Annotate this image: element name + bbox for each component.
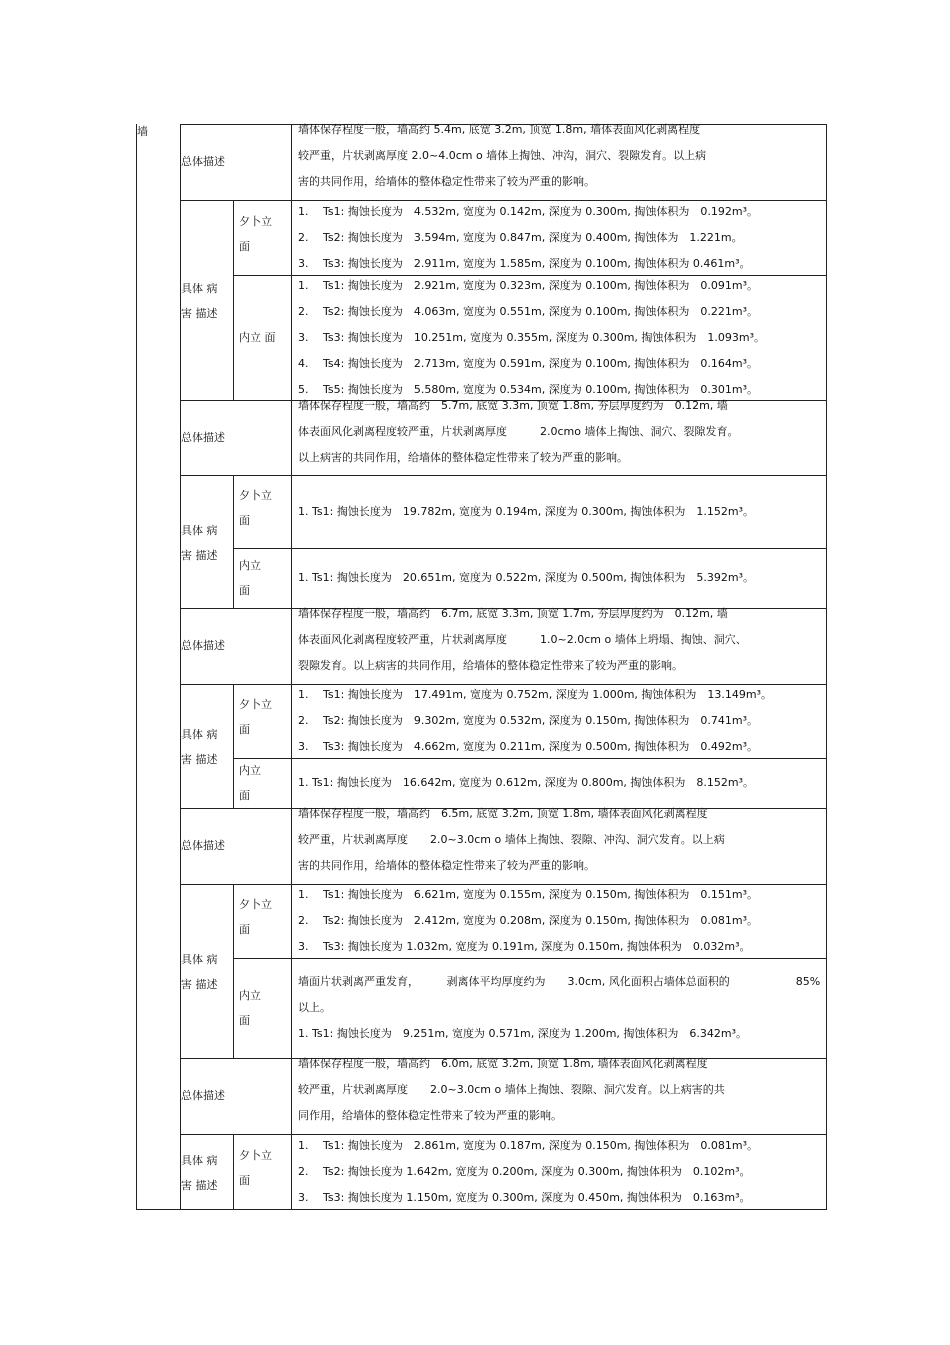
outer-facade-label: 面 (239, 239, 250, 253)
outer-facade-label: 面 (239, 923, 250, 936)
overall-label: 总体描述 (181, 155, 225, 168)
outer-facade-label: 面 (239, 1173, 250, 1187)
outer-damage-line: 2. Ts2: 掏蚀长度为 1.642m, 宽度为 0.200m, 深度为 0.300m, 掏蚀体积为 0.102m³。 (298, 1164, 751, 1178)
outer-damage-line: 1. Ts1: 掏蚀长度为 6.621m, 宽度为 0.155m, 深度为 0.150m, 掏蚀体积为 0.151m³。 (298, 888, 759, 901)
specific-damage-label: 具体 病 (181, 728, 218, 741)
overall-description-line: 体表面风化剥离程度较严重，片状剥离厚度 2.0cmo 墙体上掏蚀、洞穴、裂隙发育。 (298, 425, 739, 438)
inner-facade-label: 面 (239, 1014, 250, 1027)
detail-divider (291, 1134, 292, 1209)
overall-description-line: 害的共同作用，给墙体的整体稳定性带来了较为严重的影响。 (298, 175, 595, 188)
specific-damage-label: 害 描述 (181, 978, 218, 991)
outer-damage-line: 1. Ts1: 掏蚀长度为 2.861m, 宽度为 0.187m, 深度为 0.150m, 掏蚀体积为 0.081m³。 (298, 1138, 759, 1152)
table-right-border (826, 124, 827, 1209)
detail-divider (291, 684, 292, 808)
inner-facade-label: 内立 (239, 764, 261, 777)
overall-description-line: 墙体保存程度一般，墙高约 5.7m, 底宽 3.3m, 顶宽 1.8m, 夯层厚度约为 0.12m, 墙 (298, 399, 728, 412)
outer-damage-line: 3. Ts3: 掏蚀长度为 1.150m, 宽度为 0.300m, 深度为 0.450m, 掏蚀体积为 0.163m³。 (298, 1190, 751, 1204)
specific-damage-label: 害 描述 (181, 1178, 218, 1192)
table-left-border (136, 124, 137, 1209)
outer-facade-label: 夕卜立 (239, 898, 272, 911)
inner-damage-line: 1. Ts1: 掏蚀长度为 20.651m, 宽度为 0.522m, 深度为 0.500m, 掏蚀体积为 5.392m³。 (298, 571, 755, 584)
inner-damage-line: 1. Ts1: 掏蚀长度为 16.642m, 宽度为 0.612m, 深度为 0.800m, 掏蚀体积为 8.152m³。 (298, 776, 755, 789)
facade-divider (233, 1134, 234, 1209)
inner-facade-label: 内立 面 (239, 331, 276, 344)
inner-damage-line: 墙面片状剥离严重发育， 剥离体平均厚度约为 3.0cm, 风化面积占墙体总面积的 85% (298, 975, 821, 988)
inner-damage-line: 1. Ts1: 掏蚀长度为 2.921m, 宽度为 0.323m, 深度为 0.100m, 掏蚀体积为 0.091m³。 (298, 278, 759, 292)
specific-damage-label: 害 描述 (181, 307, 218, 320)
outer-damage-line: 1. Ts1: 掏蚀长度为 17.491m, 宽度为 0.752m, 深度为 1.000m, 掏蚀体积为 13.149m³。 (298, 688, 773, 701)
inner-facade-label: 内立 (239, 989, 261, 1002)
inner-damage-line: 1. Ts1: 掏蚀长度为 9.251m, 宽度为 0.571m, 深度为 1.200m, 掏蚀体积为 6.342m³。 (298, 1027, 748, 1040)
overall-description-line: 墙体保存程度一般，墙高约 5.4m, 底宽 3.2m, 顶宽 1.8m, 墙体表面风化剥离程度 (298, 123, 701, 136)
row-divider (180, 475, 827, 476)
inner-facade-label: 内立 (239, 559, 261, 572)
overall-label: 总体描述 (181, 639, 225, 652)
wall-label: 墙 (137, 125, 148, 138)
overall-label: 总体描述 (181, 1089, 225, 1102)
overall-description-line: 较严重，片状剥离厚度 2.0~3.0cm o 墙体上掏蚀、裂隙、冲沟、洞穴发育。以上病 (298, 833, 725, 846)
outer-facade-label: 面 (239, 723, 250, 736)
overall-divider (291, 400, 292, 475)
outer-damage-line: 1. Ts1: 掏蚀长度为 19.782m, 宽度为 0.194m, 深度为 0.300m, 掏蚀体积为 1.152m³。 (298, 504, 755, 518)
overall-divider (291, 1058, 292, 1134)
specific-damage-label: 具体 病 (181, 282, 218, 295)
facade-divider (233, 884, 234, 1058)
outer-damage-line: 3. Ts3: 掏蚀长度为 1.032m, 宽度为 0.191m, 深度为 0.150m, 掏蚀体积为 0.032m³。 (298, 940, 751, 953)
facade-divider (233, 475, 234, 608)
overall-description-line: 墙体保存程度一般，墙高约 6.5m, 底宽 3.2m, 顶宽 1.8m, 墙体表面风化剥离程度 (298, 807, 708, 820)
specific-damage-label: 害 描述 (181, 753, 218, 766)
outer-facade-label: 夕卜立 (239, 1148, 272, 1162)
outer-facade-label: 夕卜立 (239, 698, 272, 711)
facade-divider (233, 684, 234, 808)
inner-damage-line: 3. Ts3: 掏蚀长度为 10.251m, 宽度为 0.355m, 深度为 0.300m, 掏蚀体积为 1.093m³。 (298, 330, 766, 344)
overall-description-line: 墙体保存程度一般，墙高约 6.7m, 底宽 3.3m, 顶宽 1.7m, 夯层厚度约为 0.12m, 墙 (298, 607, 728, 620)
inner-damage-line: 以上。 (298, 1001, 331, 1014)
inner-damage-line: 5. Ts5: 掏蚀长度为 5.580m, 宽度为 0.534m, 深度为 0.100m, 掏蚀体积为 0.301m³。 (298, 382, 759, 396)
overall-divider (291, 808, 292, 884)
specific-damage-label: 害 描述 (181, 548, 218, 562)
specific-damage-label: 具体 病 (181, 953, 218, 966)
outer-damage-line: 3. Ts3: 掏蚀长度为 2.911m, 宽度为 1.585m, 深度为 0.100m, 掏蚀体积为 0.461m³。 (298, 256, 751, 270)
specific-damage-label: 具体 病 (181, 1153, 218, 1167)
outer-damage-line: 2. Ts2: 掏蚀长度为 9.302m, 宽度为 0.532m, 深度为 0.150m, 掏蚀体积为 0.741m³。 (298, 714, 759, 727)
overall-label: 总体描述 (181, 839, 225, 852)
outer-damage-line: 2. Ts2: 掏蚀长度为 2.412m, 宽度为 0.208m, 深度为 0.150m, 掏蚀体积为 0.081m³。 (298, 914, 759, 927)
overall-description-line: 墙体保存程度一般，墙高约 6.0m, 底宽 3.2m, 顶宽 1.8m, 墙体表面风化剥离程度 (298, 1057, 708, 1070)
overall-description-line: 害的共同作用，给墙体的整体稳定性带来了较为严重的影响。 (298, 859, 595, 872)
inner-damage-line: 2. Ts2: 掏蚀长度为 4.063m, 宽度为 0.551m, 深度为 0.100m, 掏蚀体积为 0.221m³。 (298, 304, 759, 318)
overall-description-line: 同作用，给墙体的整体稳定性带来了较为严重的影响。 (298, 1109, 562, 1122)
outer-damage-line: 1. Ts1: 掏蚀长度为 4.532m, 宽度为 0.142m, 深度为 0.300m, 掏蚀体积为 0.192m³。 (298, 204, 759, 218)
overall-label: 总体描述 (181, 430, 225, 444)
outer-facade-label: 面 (239, 513, 250, 527)
overall-description-line: 以上病害的共同作用，给墙体的整体稳定性带来了较为严重的影响。 (298, 451, 628, 464)
detail-divider (291, 884, 292, 1058)
facade-divider (233, 200, 234, 400)
facade-row-divider (233, 548, 827, 549)
outer-facade-label: 夕卜立 (239, 488, 272, 502)
overall-description-line: 较严重，片状剥离厚度 2.0~4.0cm o 墙体上掏蚀、冲沟，洞穴、裂隙发育。以上病 (298, 149, 707, 162)
detail-divider (291, 200, 292, 400)
outer-facade-label: 夕卜立 (239, 214, 272, 228)
detail-divider (291, 475, 292, 608)
overall-divider (291, 608, 292, 684)
inner-damage-line: 4. Ts4: 掏蚀长度为 2.713m, 宽度为 0.591m, 深度为 0.100m, 掏蚀体积为 0.164m³。 (298, 356, 759, 370)
overall-description-line: 体表面风化剥离程度较严重，片状剥离厚度 1.0~2.0cm o 墙体上坍塌、掏蚀、洞穴、 (298, 633, 747, 646)
specific-damage-label: 具体 病 (181, 523, 218, 537)
inner-facade-label: 面 (239, 584, 250, 597)
outer-damage-line: 3. Ts3: 掏蚀长度为 4.662m, 宽度为 0.211m, 深度为 0.500m, 掏蚀体积为 0.492m³。 (298, 740, 759, 753)
overall-description-line: 较严重，片状剥离厚度 2.0~3.0cm o 墙体上掏蚀、裂隙、洞穴发育。以上病害的共 (298, 1083, 725, 1096)
inner-facade-label: 面 (239, 789, 250, 802)
outer-damage-line: 2. Ts2: 掏蚀长度为 3.594m, 宽度为 0.847m, 深度为 0.400m, 掏蚀体为 1.221m。 (298, 230, 743, 244)
overall-description-line: 裂隙发育。以上病害的共同作用，给墙体的整体稳定性带来了较为严重的影响。 (298, 659, 683, 672)
overall-divider (291, 124, 292, 200)
